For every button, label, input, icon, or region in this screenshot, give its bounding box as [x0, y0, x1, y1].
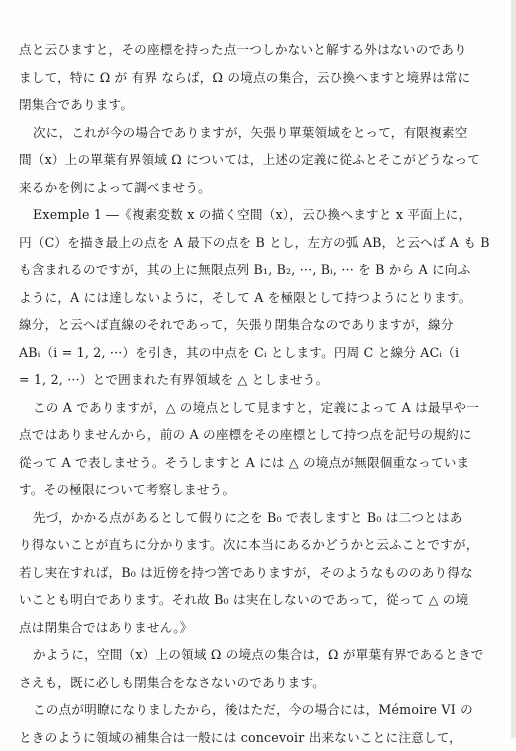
page-edge [511, 0, 516, 738]
text-line: Exemple 1 ―《複素変数 x の描く空間（x），云ひ換へますと x 平面上に， [19, 201, 508, 229]
text-line: ときのように領域の補集合は一般には concevoir 出来ないことに注意して， [19, 724, 508, 751]
text-line: 次に，これが今の場合でありますが，矢張り單葉領域をとって，有限複素空 [19, 119, 508, 147]
text-line: かように，空間（x）上の領域 Ω の境点の集合は，Ω が單葉有界であるときで [19, 641, 508, 669]
text-line: まして，特に Ω が 有界 ならば，Ω の境点の集合，云ひ換へますと境界は常に [19, 64, 508, 92]
text-line: も含まれるのですが，其の上に無限点列 B₁, B₂, ···, Bᵢ, ··· を B から A に向ふ [19, 256, 508, 284]
text-line: 間（x）上の單葉有界領域 Ω については，上述の定義に從ふとそこがどうなって [19, 146, 508, 174]
text-line: いことも明白であります。それ故 B₀ は実在しないのであって，從って △ の境 [19, 586, 508, 614]
text-line: 点ではありませんから，前の A の座標をその座標として持つ点を記号の規約に [19, 421, 508, 449]
text-line: ように，A には達しないように，そして A を極限として持つようにとります。 [19, 284, 508, 312]
text-line: 点と云ひますと，その座標を持った点一つしかないと解する外はないのであり [19, 36, 508, 64]
text-line: 来るかを例によって調べませう。 [19, 174, 508, 202]
text-line: 円（C）を描き最上の点を A 最下の点を B とし，左方の弧 AB，と云へば A も B [19, 229, 508, 257]
text-line: 若し実在すれば，B₀ は近傍を持つ筈でありますが，そのようなもののあり得な [19, 559, 508, 587]
text-line: す。その極限について考察しませう。 [19, 476, 508, 504]
text-line: さえも，既に必しも閉集合をなさないのであります。 [19, 669, 508, 697]
text-line: り得ないことが直ちに分かります。次に本当にあるかどうかと云ふことですが， [19, 531, 508, 559]
text-line: 從って A で表しませう。そうしますと A には △ の境点が無限個重なっていま [19, 449, 508, 477]
text-line: この A でありますが，△ の境点として見ますと，定義によって A は最早や一 [19, 394, 508, 422]
text-line: 閉集合であります。 [19, 91, 508, 119]
text-line: = 1, 2, ···）とで囲まれた有界領域を △ としませう。 [19, 366, 508, 394]
text-line: 線分，と云へば直線のそれであって，矢張り閉集合なのでありますが，線分 [19, 311, 508, 339]
text-line: 点は閉集合ではありません。》 [19, 614, 508, 642]
text-line: この点が明瞭になりましたから，後はただ，今の場合には，Mémoire VI の [19, 696, 508, 724]
text-line: 先づ，かかる点があるとして假りに之を B₀ で表しますと B₀ は二つとはあ [19, 504, 508, 532]
text-line: ABᵢ（i = 1, 2, ···）を引き，其の中点を Cᵢ とします。円周 C と線分 ACᵢ（i [19, 339, 508, 367]
